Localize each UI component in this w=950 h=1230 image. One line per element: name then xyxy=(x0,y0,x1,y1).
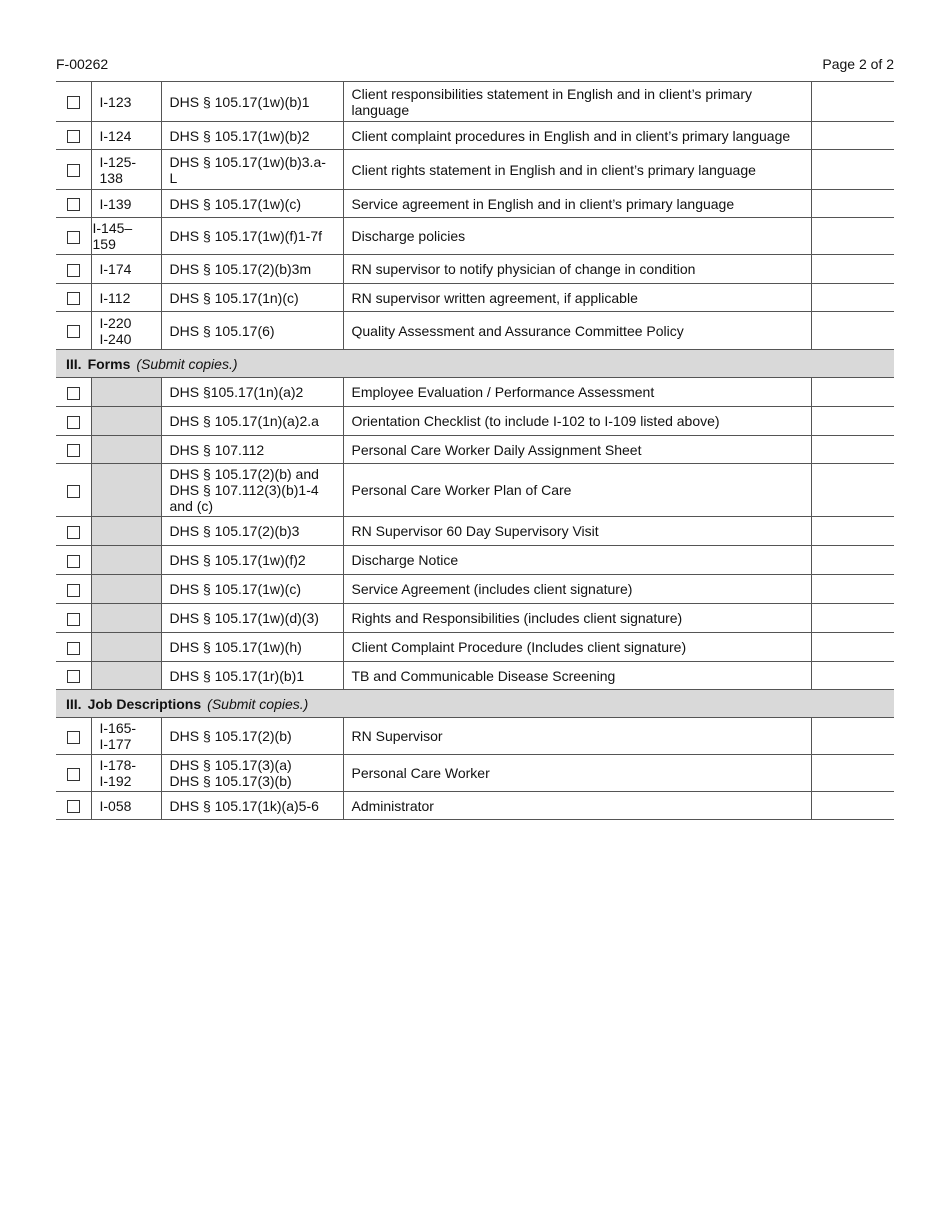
checkbox[interactable] xyxy=(67,670,80,683)
description-cell: Service Agreement (includes client signature) xyxy=(343,575,811,604)
table-row xyxy=(56,546,894,575)
table-row xyxy=(56,312,894,350)
description-cell: Quality Assessment and Assurance Committee Policy xyxy=(343,312,811,350)
rule-cell: DHS §105.17(1n)(a)2 xyxy=(161,378,343,407)
checkbox[interactable] xyxy=(67,130,80,143)
section-number: III. xyxy=(66,355,82,372)
rule-cell: DHS § 105.17(1n)(c) xyxy=(161,284,343,312)
description-cell: Employee Evaluation / Performance Assessment xyxy=(343,378,811,407)
reference-cell xyxy=(91,378,161,407)
rule-cell: DHS § 105.17(2)(b)3 xyxy=(161,517,343,546)
description-cell: Client rights statement in English and in client’s primary language xyxy=(343,150,811,190)
section-title: Job Descriptions xyxy=(87,695,202,712)
reference-cell: I-123 xyxy=(91,82,161,122)
form-number: F-00262 xyxy=(56,56,109,72)
table-row xyxy=(56,407,894,436)
notes-cell[interactable] xyxy=(811,150,894,190)
checkbox[interactable] xyxy=(67,526,80,539)
rule-cell: DHS § 105.17(2)(b)3m xyxy=(161,255,343,284)
notes-cell[interactable] xyxy=(811,546,894,575)
notes-cell[interactable] xyxy=(811,436,894,464)
reference-cell xyxy=(91,633,161,662)
rule-cell: DHS § 105.17(1w)(b)2 xyxy=(161,122,343,150)
table-row xyxy=(56,755,894,792)
rule-cell: DHS § 105.17(1k)(a)5-6 xyxy=(161,792,343,820)
rule-cell: DHS § 105.17(2)(b) and DHS § 107.112(3)(b)1-4 and (c) xyxy=(161,464,343,517)
description-cell: Personal Care Worker Plan of Care xyxy=(343,464,811,517)
rule-cell: DHS § 105.17(1w)(f)1-7f xyxy=(161,218,343,255)
description-cell: Client complaint procedures in English and in client’s primary language xyxy=(343,122,811,150)
rule-cell: DHS § 105.17(1w)(c) xyxy=(161,190,343,218)
checkbox[interactable] xyxy=(67,485,80,498)
section-note: (Submit copies.) xyxy=(207,695,309,712)
description-cell: Orientation Checklist (to include I-102 to I-109 listed above) xyxy=(343,407,811,436)
reference-cell: I-165- I-177 xyxy=(91,718,161,755)
notes-cell[interactable] xyxy=(811,378,894,407)
rule-cell: DHS § 105.17(6) xyxy=(161,312,343,350)
notes-cell[interactable] xyxy=(811,662,894,690)
notes-cell[interactable] xyxy=(811,755,894,792)
rule-cell: DHS § 107.112 xyxy=(161,436,343,464)
reference-cell: I-125- 138 xyxy=(91,150,161,190)
section-header-job-descriptions xyxy=(56,690,894,718)
description-cell: Administrator xyxy=(343,792,811,820)
rule-cell: DHS § 105.17(1w)(d)(3) xyxy=(161,604,343,633)
reference-cell: I-145–159 xyxy=(91,218,161,255)
description-cell: Personal Care Worker Daily Assignment Sheet xyxy=(343,436,811,464)
description-cell: Discharge policies xyxy=(343,218,811,255)
table-row xyxy=(56,378,894,407)
checkbox[interactable] xyxy=(67,555,80,568)
reference-cell: I-220 I-240 xyxy=(91,312,161,350)
description-cell: TB and Communicable Disease Screening xyxy=(343,662,811,690)
rule-cell: DHS § 105.17(1w)(c) xyxy=(161,575,343,604)
table-row xyxy=(56,464,894,517)
table-row xyxy=(56,604,894,633)
description-cell: RN Supervisor 60 Day Supervisory Visit xyxy=(343,517,811,546)
description-cell: RN supervisor written agreement, if applicable xyxy=(343,284,811,312)
rule-cell: DHS § 105.17(3)(a) DHS § 105.17(3)(b) xyxy=(161,755,343,792)
table-row xyxy=(56,190,894,218)
reference-cell xyxy=(91,546,161,575)
reference-cell: I-112 xyxy=(91,284,161,312)
notes-cell[interactable] xyxy=(811,407,894,436)
notes-cell[interactable] xyxy=(811,718,894,755)
table-row xyxy=(56,255,894,284)
rule-cell: DHS § 105.17(1r)(b)1 xyxy=(161,662,343,690)
section-number: III. xyxy=(66,695,82,712)
description-cell: Client Complaint Procedure (Includes client signature) xyxy=(343,633,811,662)
reference-cell xyxy=(91,517,161,546)
page-number: Page 2 of 2 xyxy=(822,56,894,72)
description-cell: RN Supervisor xyxy=(343,718,811,755)
notes-cell[interactable] xyxy=(811,284,894,312)
section-header-forms xyxy=(56,350,894,378)
reference-cell xyxy=(91,436,161,464)
checkbox[interactable] xyxy=(67,264,80,277)
notes-cell[interactable] xyxy=(811,122,894,150)
table-row xyxy=(56,718,894,755)
table-row xyxy=(56,792,894,820)
checkbox[interactable] xyxy=(67,584,80,597)
notes-cell[interactable] xyxy=(811,633,894,662)
table-row xyxy=(56,284,894,312)
table-row xyxy=(56,633,894,662)
notes-cell[interactable] xyxy=(811,312,894,350)
rule-cell: DHS § 105.17(2)(b) xyxy=(161,718,343,755)
section-note: (Submit copies.) xyxy=(136,355,238,372)
notes-cell[interactable] xyxy=(811,604,894,633)
table-row xyxy=(56,150,894,190)
reference-cell: I-124 xyxy=(91,122,161,150)
rule-cell: DHS § 105.17(1w)(h) xyxy=(161,633,343,662)
description-cell: Rights and Responsibilities (includes client signature) xyxy=(343,604,811,633)
checkbox[interactable] xyxy=(67,768,80,781)
reference-cell: I-174 xyxy=(91,255,161,284)
description-cell: Service agreement in English and in client’s primary language xyxy=(343,190,811,218)
table-row xyxy=(56,218,894,255)
notes-cell[interactable] xyxy=(811,464,894,517)
table-row xyxy=(56,575,894,604)
rule-cell: DHS § 105.17(1w)(f)2 xyxy=(161,546,343,575)
notes-cell[interactable] xyxy=(811,575,894,604)
rule-cell: DHS § 105.17(1n)(a)2.a xyxy=(161,407,343,436)
description-cell: Client responsibilities statement in English and in client’s primary language xyxy=(343,82,811,122)
description-cell: Discharge Notice xyxy=(343,546,811,575)
notes-cell[interactable] xyxy=(811,255,894,284)
checkbox[interactable] xyxy=(67,325,80,338)
checkbox[interactable] xyxy=(67,231,80,244)
checkbox[interactable] xyxy=(67,731,80,744)
reference-cell xyxy=(91,575,161,604)
section-title: Forms xyxy=(87,355,131,372)
checkbox[interactable] xyxy=(67,292,80,305)
reference-cell xyxy=(91,662,161,690)
checkbox[interactable] xyxy=(67,642,80,655)
notes-cell[interactable] xyxy=(811,517,894,546)
rule-cell: DHS § 105.17(1w)(b)1 xyxy=(161,82,343,122)
notes-cell[interactable] xyxy=(811,82,894,122)
description-cell: Personal Care Worker xyxy=(343,755,811,792)
checklist-table xyxy=(56,81,894,820)
notes-cell[interactable] xyxy=(811,190,894,218)
checkbox[interactable] xyxy=(67,198,80,211)
reference-cell xyxy=(91,407,161,436)
notes-cell[interactable] xyxy=(811,792,894,820)
checkbox[interactable] xyxy=(67,387,80,400)
checkbox[interactable] xyxy=(67,444,80,457)
table-row xyxy=(56,82,894,122)
table-row xyxy=(56,517,894,546)
checkbox[interactable] xyxy=(67,164,80,177)
checkbox[interactable] xyxy=(67,613,80,626)
checkbox[interactable] xyxy=(67,96,80,109)
checkbox[interactable] xyxy=(67,416,80,429)
reference-cell: I-139 xyxy=(91,190,161,218)
table-row xyxy=(56,122,894,150)
table-row xyxy=(56,436,894,464)
table-row xyxy=(56,662,894,690)
rule-cell: DHS § 105.17(1w)(b)3.a- L xyxy=(161,150,343,190)
reference-cell xyxy=(91,464,161,517)
notes-cell[interactable] xyxy=(811,218,894,255)
checkbox[interactable] xyxy=(67,800,80,813)
description-cell: RN supervisor to notify physician of change in condition xyxy=(343,255,811,284)
reference-cell: I-178- I-192 xyxy=(91,755,161,792)
reference-cell: I-058 xyxy=(91,792,161,820)
reference-cell xyxy=(91,604,161,633)
